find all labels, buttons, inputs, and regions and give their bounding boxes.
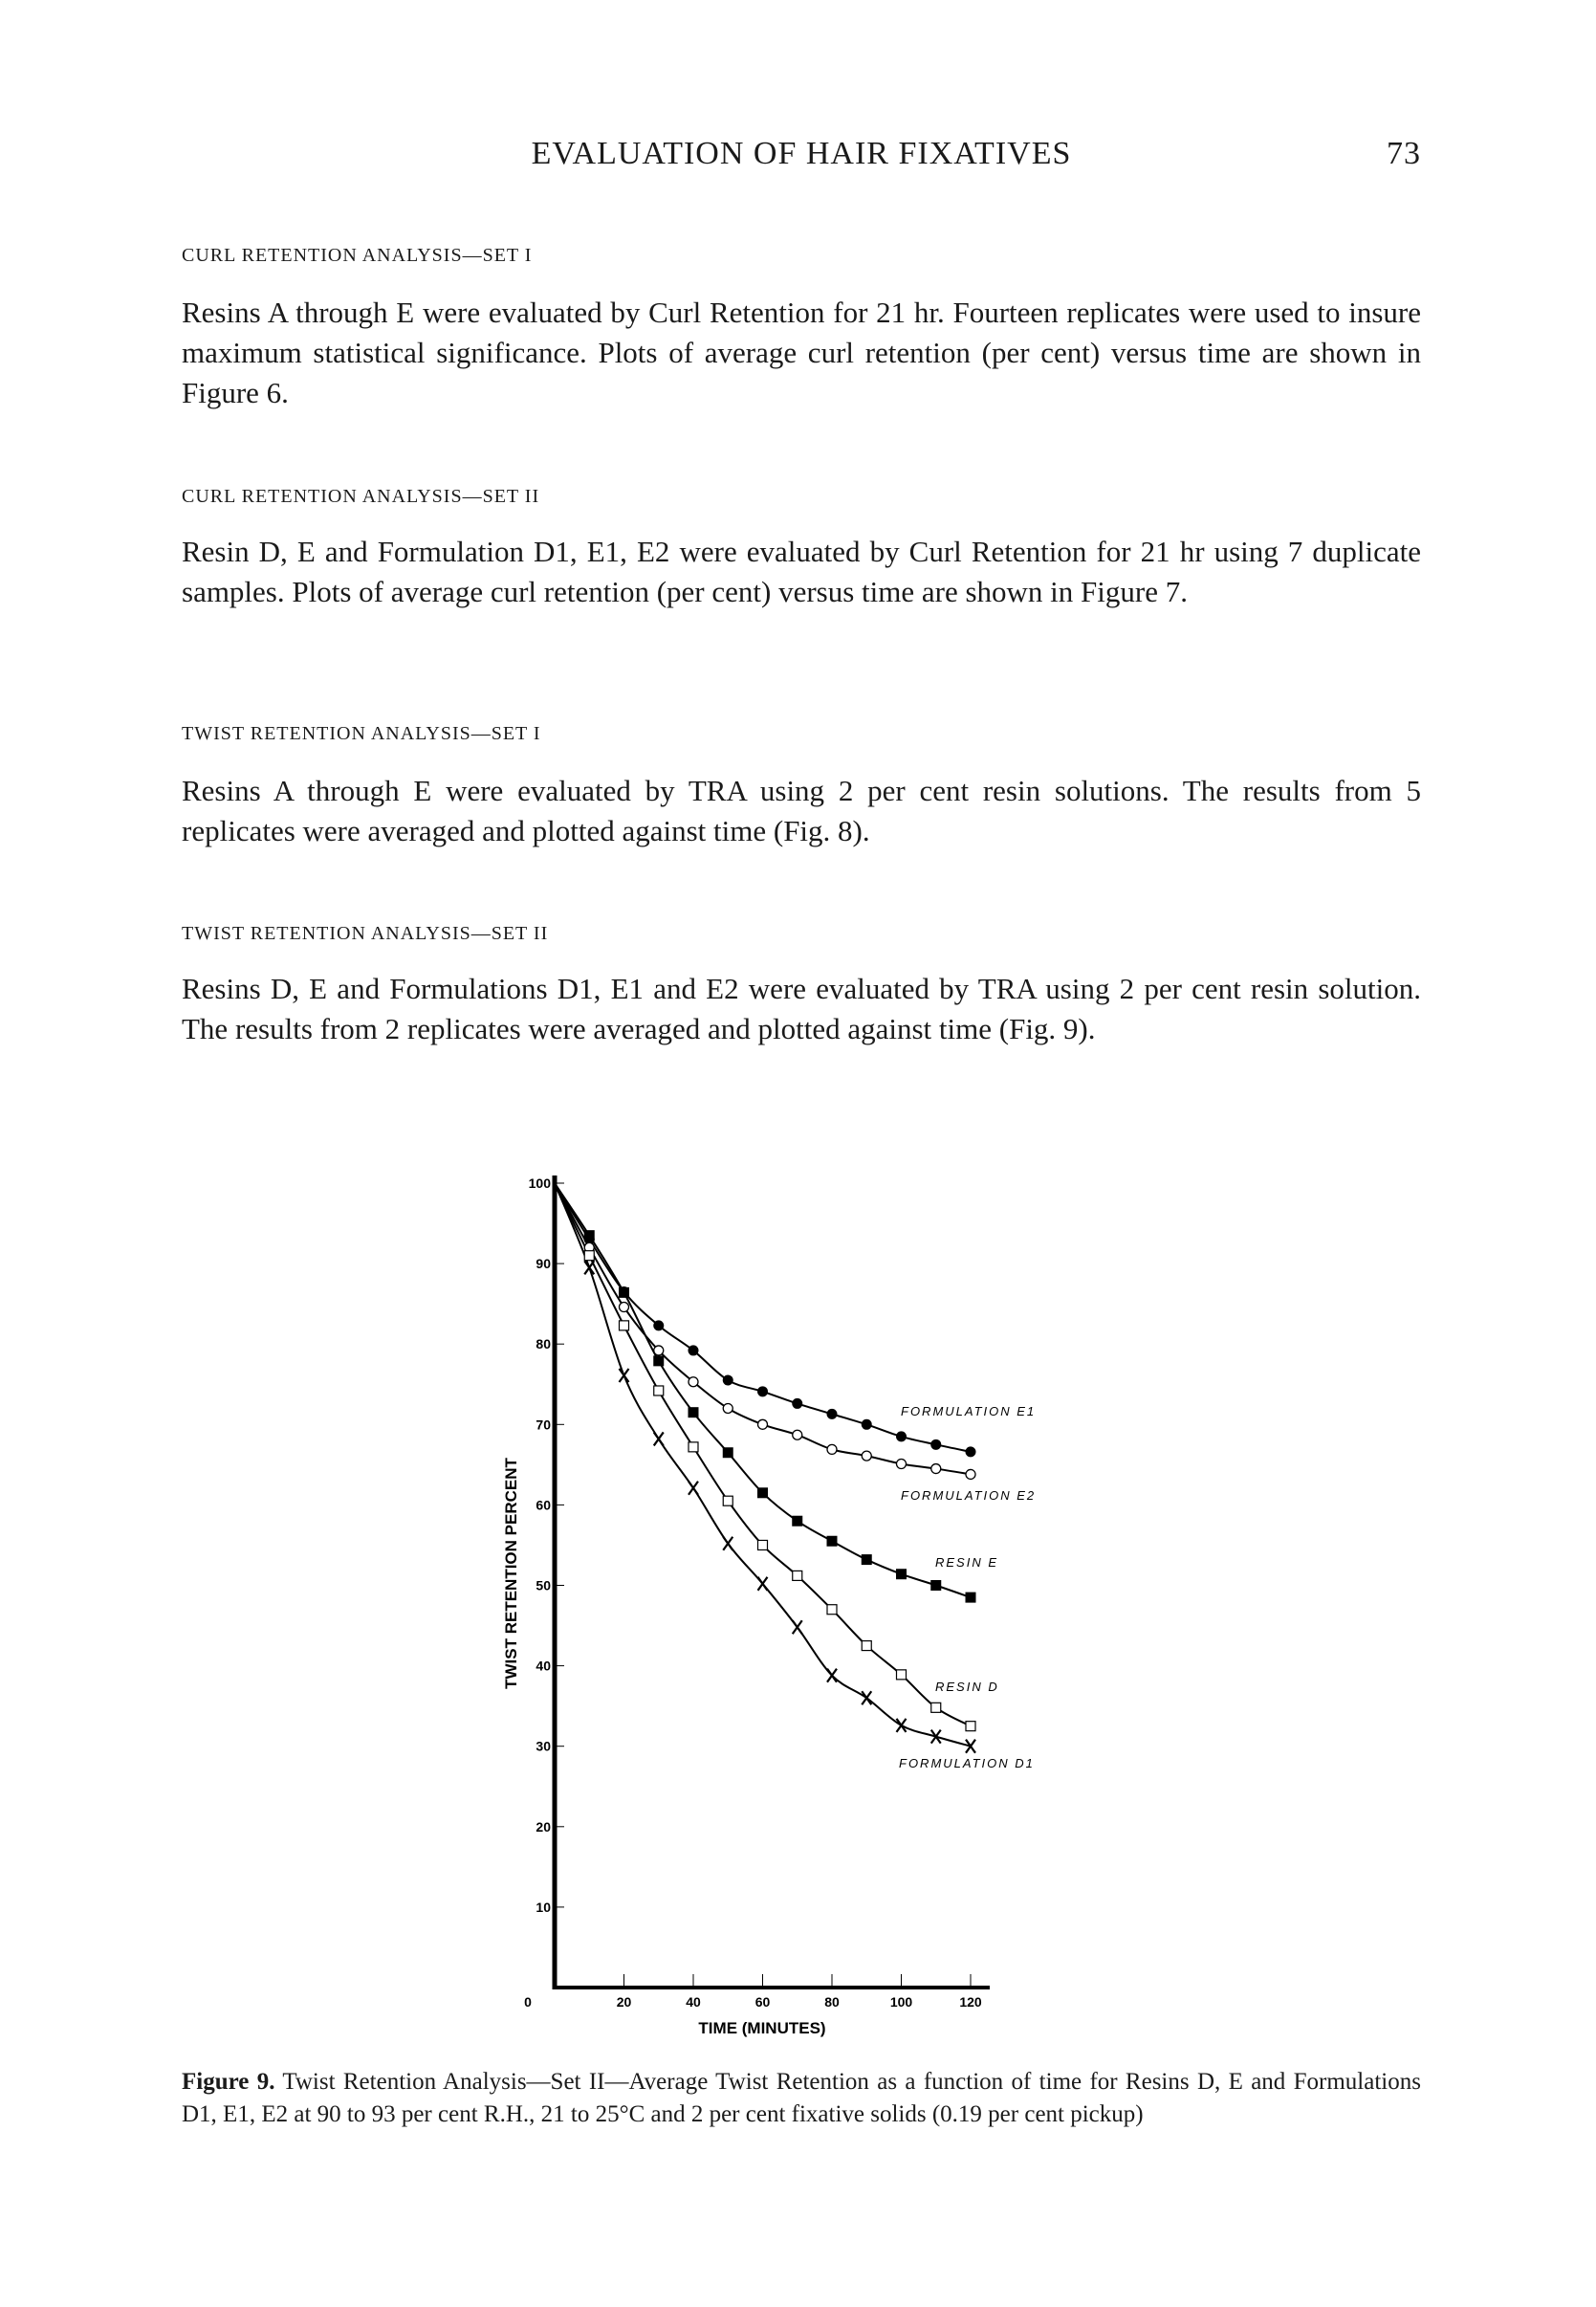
caption-label: Figure 9.: [182, 2069, 275, 2095]
data-point-resin-e: [584, 1230, 595, 1241]
x-tick-label: 40: [686, 1994, 701, 2010]
data-point-resin-d: [931, 1703, 941, 1712]
data-point-formulation-e2: [793, 1430, 802, 1439]
data-point-formulation-d1: [689, 1482, 698, 1495]
data-point-resin-e: [930, 1580, 941, 1591]
data-point-formulation-e1: [930, 1439, 941, 1450]
data-point-resin-d: [620, 1321, 629, 1330]
y-tick-label: 100: [528, 1175, 551, 1191]
legend-label-formulation-d1: FORMULATION D1: [899, 1756, 1035, 1770]
data-point-formulation-d1: [793, 1620, 802, 1634]
x-tick-label: 0: [524, 1994, 532, 2010]
data-point-formulation-e2: [758, 1419, 768, 1429]
data-point-resin-e: [689, 1407, 699, 1417]
data-point-formulation-e1: [862, 1419, 872, 1430]
section-heading: CURL RETENTION ANALYSIS—SET II: [182, 486, 540, 507]
data-point-formulation-e1: [689, 1345, 699, 1355]
data-point-formulation-d1: [758, 1577, 768, 1591]
data-point-formulation-d1: [862, 1691, 871, 1704]
legend-label-resin-e: RESIN E: [935, 1555, 999, 1570]
y-tick-label: 40: [536, 1658, 551, 1674]
x-tick-label: 60: [754, 1994, 771, 2010]
data-point-formulation-e2: [689, 1377, 698, 1387]
data-point-resin-d: [862, 1641, 871, 1651]
data-point-formulation-e2: [723, 1403, 732, 1413]
data-point-formulation-d1: [827, 1669, 837, 1682]
series-line-resin-d: [555, 1183, 971, 1726]
data-point-resin-d: [827, 1605, 837, 1615]
data-point-resin-e: [827, 1536, 838, 1547]
x-tick-label: 100: [889, 1994, 913, 2010]
data-point-resin-d: [584, 1251, 594, 1261]
y-axis-label: TWIST RETENTION PERCENT: [502, 1458, 520, 1689]
data-point-formulation-e2: [931, 1464, 941, 1474]
caption-text: Twist Retention Analysis—Set II—Average Twist Retention as a function of time for Resins D, E and Formulations D1, E1, E2 at 90 to 93 per cent R.H., 21 to 25°C and 2 per cent fixative solids (0.19 per cent pickup): [182, 2069, 1421, 2127]
series-line-formulation-e2: [555, 1183, 971, 1474]
data-point-formulation-e1: [827, 1409, 838, 1419]
y-tick-label: 50: [536, 1577, 551, 1593]
x-tick-label: 80: [824, 1994, 840, 2010]
data-point-resin-d: [758, 1540, 768, 1549]
data-point-formulation-e2: [897, 1460, 907, 1469]
data-point-resin-d: [793, 1571, 802, 1580]
data-point-resin-e: [966, 1593, 976, 1603]
data-point-formulation-e1: [966, 1446, 976, 1457]
y-tick-label: 90: [536, 1256, 551, 1272]
data-point-formulation-e2: [966, 1469, 975, 1479]
data-point-resin-d: [966, 1722, 975, 1731]
data-point-formulation-e2: [827, 1444, 837, 1454]
section-heading: TWIST RETENTION ANALYSIS—SET II: [182, 923, 549, 944]
y-tick-label: 10: [536, 1899, 551, 1915]
data-point-formulation-d1: [584, 1261, 594, 1274]
legend-label-formulation-e2: FORMULATION E2: [901, 1488, 1037, 1503]
data-point-formulation-d1: [654, 1432, 664, 1445]
page-number: 73: [1387, 136, 1421, 171]
paragraph: Resins A through E were evaluated by TRA using 2 per cent resin solutions. The results from 5 replicates were averaged and plotted against time (Fig. 8).: [182, 774, 1421, 847]
y-tick-label: 60: [536, 1497, 551, 1513]
data-point-resin-d: [689, 1442, 698, 1452]
data-point-resin-e: [792, 1516, 802, 1527]
section-heading: TWIST RETENTION ANALYSIS—SET I: [182, 723, 541, 744]
legend-label-formulation-e1: FORMULATION E1: [901, 1404, 1037, 1418]
y-tick-label: 70: [536, 1417, 551, 1433]
x-tick-label: 20: [616, 1994, 632, 2010]
figure-caption: [182, 2066, 1421, 2131]
data-point-resin-e: [757, 1487, 768, 1498]
paragraph: Resins D, E and Formulations D1, E1 and E2 were evaluated by TRA using 2 per cent resin solution. The results from 2 replicates were averaged and plotted against time (Fig. 9).: [182, 972, 1421, 1045]
data-point-formulation-d1: [620, 1369, 629, 1382]
paragraph: Resins A through E were evaluated by Curl Retention for 21 hr. Fourteen replicates were used to insure maximum statistical significance. Plots of average curl retention (per cent) versus time are shown in Figure 6.: [182, 296, 1421, 409]
running-title: EVALUATION OF HAIR FIXATIVES: [531, 136, 1072, 171]
data-point-formulation-e1: [653, 1320, 664, 1330]
data-point-resin-e: [653, 1355, 664, 1366]
data-point-resin-e: [723, 1447, 733, 1458]
data-point-resin-d: [723, 1496, 732, 1505]
data-point-formulation-e1: [757, 1386, 768, 1396]
y-tick-label: 30: [536, 1738, 551, 1754]
data-point-formulation-d1: [723, 1537, 732, 1550]
data-point-formulation-e2: [620, 1303, 629, 1312]
data-point-formulation-e1: [723, 1375, 733, 1386]
paragraph: Resin D, E and Formulation D1, E1, E2 were evaluated by Curl Retention for 21 hr using 7 duplicate samples. Plots of average curl retention (per cent) versus time are shown in Figure 7.: [182, 535, 1421, 608]
data-point-resin-e: [896, 1569, 907, 1579]
y-tick-label: 80: [536, 1336, 551, 1352]
data-point-formulation-e1: [896, 1431, 907, 1441]
data-point-formulation-e2: [654, 1346, 664, 1355]
data-point-formulation-e2: [862, 1451, 871, 1461]
x-axis-label: TIME (MINUTES): [698, 2019, 826, 2037]
data-point-resin-d: [654, 1386, 664, 1395]
x-tick-label: 120: [959, 1994, 982, 2010]
section-heading: CURL RETENTION ANALYSIS—SET I: [182, 245, 533, 266]
legend-label-resin-d: RESIN D: [935, 1680, 999, 1694]
data-point-resin-d: [897, 1670, 907, 1680]
data-point-formulation-d1: [897, 1719, 907, 1732]
y-tick-label: 20: [536, 1818, 551, 1835]
data-point-resin-e: [619, 1287, 629, 1298]
data-point-resin-e: [862, 1554, 872, 1565]
data-point-formulation-e1: [792, 1398, 802, 1409]
